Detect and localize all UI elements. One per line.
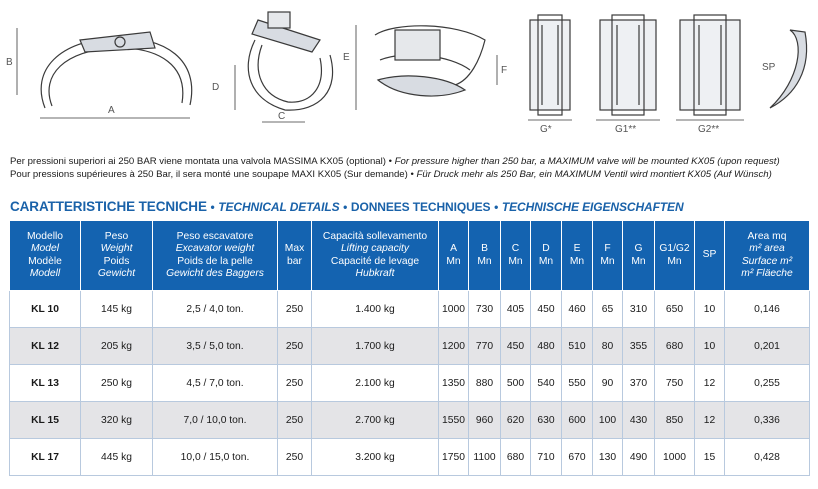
- title-de: TECHNISCHE EIGENSCHAFTEN: [501, 200, 684, 214]
- cell-a: 1350: [439, 365, 469, 402]
- cell-excavator: 4,5 / 7,0 ton.: [153, 365, 278, 402]
- cell-weight: 445 kg: [81, 439, 153, 476]
- cell-a: 1550: [439, 402, 469, 439]
- cell-a: 1000: [439, 291, 469, 328]
- cell-lifting: 3.200 kg: [312, 439, 439, 476]
- cell-model: KL 13: [10, 365, 81, 402]
- title-fr: DONNEES TECHNIQUES: [350, 200, 491, 214]
- cell-e: 510: [562, 328, 593, 365]
- col-b: B Mn: [469, 221, 501, 291]
- label-g1: G1**: [615, 124, 637, 135]
- note-line-2: Pour pressions supérieures à 250 Bar, il sera monté une soupape MAXI KX05 (Sur demande) • Für Druck mehr als 250 Bar, ein MAXIMUM Ventil wird montiert KX05 (Auf Wünsch): [10, 169, 772, 180]
- drawing-g2: [676, 15, 744, 120]
- col-f: F Mn: [593, 221, 623, 291]
- cell-c: 405: [501, 291, 531, 328]
- cell-area: 0,255: [725, 365, 810, 402]
- cell-sp: 10: [695, 291, 725, 328]
- col-max-bar: Max bar: [278, 221, 312, 291]
- label-g-star: G*: [540, 124, 552, 135]
- cell-area: 0,201: [725, 328, 810, 365]
- col-lifting: Capacità sollevamento Lifting capacity Capacité de levage Hubkraft: [312, 221, 439, 291]
- specs-table: [9, 220, 810, 476]
- cell-a: 1750: [439, 439, 469, 476]
- col-g1g2: G1/G2 Mn: [655, 221, 695, 291]
- cell-g: 430: [623, 402, 655, 439]
- cell-f: 80: [593, 328, 623, 365]
- cell-b: 730: [469, 291, 501, 328]
- cell-weight: 145 kg: [81, 291, 153, 328]
- cell-d: 710: [531, 439, 562, 476]
- cell-max: 250: [278, 365, 312, 402]
- drawing-sp-tooth: [770, 30, 807, 108]
- cell-d: 630: [531, 402, 562, 439]
- cell-g: 355: [623, 328, 655, 365]
- drawing-grapple-open: [17, 28, 192, 118]
- cell-area: 0,336: [725, 402, 810, 439]
- cell-d: 540: [531, 365, 562, 402]
- cell-g: 310: [623, 291, 655, 328]
- cell-g1g2: 850: [655, 402, 695, 439]
- drawing-grapple-side: [356, 25, 497, 110]
- cell-e: 600: [562, 402, 593, 439]
- cell-f: 90: [593, 365, 623, 402]
- cell-lifting: 1.400 kg: [312, 291, 439, 328]
- cell-max: 250: [278, 402, 312, 439]
- cell-weight: 250 kg: [81, 365, 153, 402]
- cell-area: 0,428: [725, 439, 810, 476]
- label-b: B: [6, 57, 13, 68]
- table-row: [10, 439, 810, 476]
- drawing-g-front: [528, 15, 572, 120]
- cell-max: 250: [278, 439, 312, 476]
- col-area: Area mq m² area Surface m² m² Fläeche: [725, 221, 810, 291]
- cell-lifting: 2.700 kg: [312, 402, 439, 439]
- cell-weight: 320 kg: [81, 402, 153, 439]
- table-row: [10, 402, 810, 439]
- cell-excavator: 7,0 / 10,0 ton.: [153, 402, 278, 439]
- col-e: E Mn: [562, 221, 593, 291]
- col-d: D Mn: [531, 221, 562, 291]
- title-en: TECHNICAL DETAILS: [218, 200, 340, 214]
- cell-lifting: 2.100 kg: [312, 365, 439, 402]
- table-row: [10, 365, 810, 402]
- section-title: CARATTERISTICHE TECNICHE • TECHNICAL DETAILS • DONNEES TECHNIQUES • TECHNISCHE EIGENSCHAFTEN: [10, 199, 684, 214]
- cell-b: 770: [469, 328, 501, 365]
- cell-g1g2: 1000: [655, 439, 695, 476]
- cell-model: KL 17: [10, 439, 81, 476]
- col-a: A Mn: [439, 221, 469, 291]
- pressure-notes: [10, 155, 780, 181]
- cell-g1g2: 650: [655, 291, 695, 328]
- cell-g: 370: [623, 365, 655, 402]
- cell-sp: 10: [695, 328, 725, 365]
- cell-d: 480: [531, 328, 562, 365]
- note-fr: Pour pressions supérieures à 250 Bar, il sera monté une soupape MAXI KX05 (Sur demande): [10, 169, 408, 180]
- label-sp: SP: [762, 62, 776, 73]
- cell-model: KL 12: [10, 328, 81, 365]
- technical-drawings: [0, 0, 818, 140]
- label-f: F: [501, 65, 508, 76]
- title-it: CARATTERISTICHE TECNICHE: [10, 199, 207, 214]
- cell-c: 450: [501, 328, 531, 365]
- cell-f: 65: [593, 291, 623, 328]
- cell-sp: 12: [695, 365, 725, 402]
- cell-a: 1200: [439, 328, 469, 365]
- cell-max: 250: [278, 328, 312, 365]
- cell-c: 500: [501, 365, 531, 402]
- cell-c: 620: [501, 402, 531, 439]
- label-a: A: [108, 105, 115, 116]
- cell-e: 460: [562, 291, 593, 328]
- table-row: [10, 291, 810, 328]
- cell-excavator: 10,0 / 15,0 ton.: [153, 439, 278, 476]
- drawing-g1: [596, 15, 660, 120]
- cell-e: 670: [562, 439, 593, 476]
- col-model: Modello Model Modèle Modell: [10, 221, 81, 291]
- cell-g1g2: 750: [655, 365, 695, 402]
- cell-model: KL 15: [10, 402, 81, 439]
- cell-d: 450: [531, 291, 562, 328]
- col-excavator: Peso escavatore Excavator weight Poids de la pelle Gewicht des Baggers: [153, 221, 278, 291]
- cell-max: 250: [278, 291, 312, 328]
- cell-weight: 205 kg: [81, 328, 153, 365]
- cell-b: 880: [469, 365, 501, 402]
- col-g: G Mn: [623, 221, 655, 291]
- cell-excavator: 3,5 / 5,0 ton.: [153, 328, 278, 365]
- cell-e: 550: [562, 365, 593, 402]
- drawing-grapple-closed: [235, 12, 333, 122]
- label-g2: G2**: [698, 124, 720, 135]
- cell-sp: 12: [695, 402, 725, 439]
- cell-g: 490: [623, 439, 655, 476]
- note-de: Für Druck mehr als 250 Bar, ein MAXIMUM Ventil wird montiert KX05 (Auf Wünsch): [416, 169, 772, 180]
- note-en: For pressure higher than 250 bar, a MAXIMUM valve will be mounted KX05 (upon request): [394, 156, 780, 167]
- cell-model: KL 10: [10, 291, 81, 328]
- table-header-row: [10, 221, 810, 291]
- label-e: E: [343, 52, 350, 63]
- col-weight: Peso Weight Poids Gewicht: [81, 221, 153, 291]
- label-c: C: [278, 111, 286, 122]
- cell-g1g2: 680: [655, 328, 695, 365]
- cell-sp: 15: [695, 439, 725, 476]
- cell-c: 680: [501, 439, 531, 476]
- label-d: D: [212, 82, 220, 93]
- cell-f: 100: [593, 402, 623, 439]
- table-row: [10, 328, 810, 365]
- cell-b: 1100: [469, 439, 501, 476]
- cell-lifting: 1.700 kg: [312, 328, 439, 365]
- col-c: C Mn: [501, 221, 531, 291]
- note-it: Per pressioni superiori ai 250 BAR viene montata una valvola MASSIMA KX05 (optional): [10, 156, 386, 167]
- cell-b: 960: [469, 402, 501, 439]
- cell-area: 0,146: [725, 291, 810, 328]
- cell-excavator: 2,5 / 4,0 ton.: [153, 291, 278, 328]
- note-line-1: Per pressioni superiori ai 250 BAR viene montata una valvola MASSIMA KX05 (optional) • For pressure higher than 250 bar, a MAXIMUM valve will be mounted KX05 (upon request): [10, 156, 780, 167]
- col-sp: SP: [695, 221, 725, 291]
- cell-f: 130: [593, 439, 623, 476]
